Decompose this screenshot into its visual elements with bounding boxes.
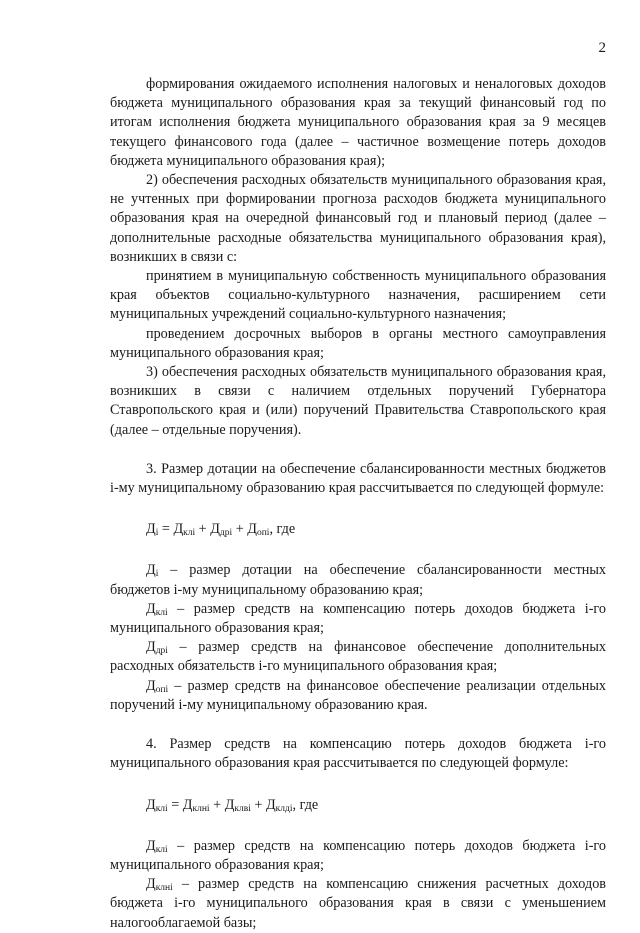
paragraph-item-2-b: проведением досрочных выборов в органы местного самоуправления муниципального образования края; — [110, 325, 606, 361]
paragraph-item-3: 3) обеспечения расходных обязательств муниципального образования края, возникших в связи с наличием отдельных поручений Губернатора Ставропольского края и (или) поручений Правительства Ставропольского края (далее – отдельные поручения). — [110, 364, 606, 438]
paragraph-item-2: 2) обеспечения расходных обязательств муниципального образования края, не учтенных при формировании прогноза расходов бюджета муниципального образования края на очередной финансовый год и плановый период (далее – дополнительные расходные обязательства муниципального образования края), возникших в связи с: — [110, 172, 606, 265]
definition-d-i: $Д_i$ – размер дотации на обеспечение сбалансированности местных бюджетов i-му муниципальному образованию края; — [110, 562, 606, 598]
paragraph-continuation: формирования ожидаемого исполнения налоговых и неналоговых доходов бюджета муниципального образования края за текущий финансовый год по итогам исполнения бюджета муниципального образования края за 9 месяцев текущего финансового года (далее – частичное возмещение потерь доходов бюджета муниципального образования края); — [110, 76, 606, 169]
page-number: 2 — [598, 40, 606, 56]
definition-d-kli-2: $Д_{клi}$ – размер средств на компенсацию потерь доходов бюджета i-го муниципального образования края; — [110, 837, 606, 873]
definition-d-opi: $Д_{опi}$ – размер средств на финансовое обеспечение реализации отдельных поручений i-му муниципальному образованию края. — [110, 677, 606, 713]
section-4-text: 4. Размер средств на компенсацию потерь доходов бюджета i-го муниципального образования края рассчитывается по следующей формуле: — [110, 736, 606, 772]
paragraph-item-2-a: принятием в муниципальную собственность муниципального образования края объектов социально-культурного назначения, расширением сети муниципальных учреждений социально-культурного назначения; — [110, 268, 606, 323]
formula-dotation: $Д_i = Д_{клi} + Д_{дрi} + Д_{опi}$, где — [146, 521, 296, 539]
definition-d-klni: $Д_{клнi}$ – размер средств на компенсацию снижения расчетных доходов бюджета i-го муниципального образования края в связи с уменьшением налогооблагаемой базы; — [110, 876, 606, 931]
definition-d-kli: $Д_{клi}$ – размер средств на компенсацию потерь доходов бюджета i-го муниципального образования края; — [110, 600, 606, 637]
definition-d-dri: $Д_{дрi}$ – размер средств на финансовое обеспечение дополнительных расходных обязательств i-го муниципального образования края; — [110, 639, 606, 675]
section-3-text: 3. Размер дотации на обеспечение сбалансированности местных бюджетов i-му муниципальному образованию края рассчитывается по следующей формуле: — [110, 460, 606, 497]
formula-compensation: $Д_{клi} = Д_{клнi} + Д_{клвi} + Д_{клдi}$, где — [146, 796, 319, 814]
document-body — [110, 75, 606, 933]
